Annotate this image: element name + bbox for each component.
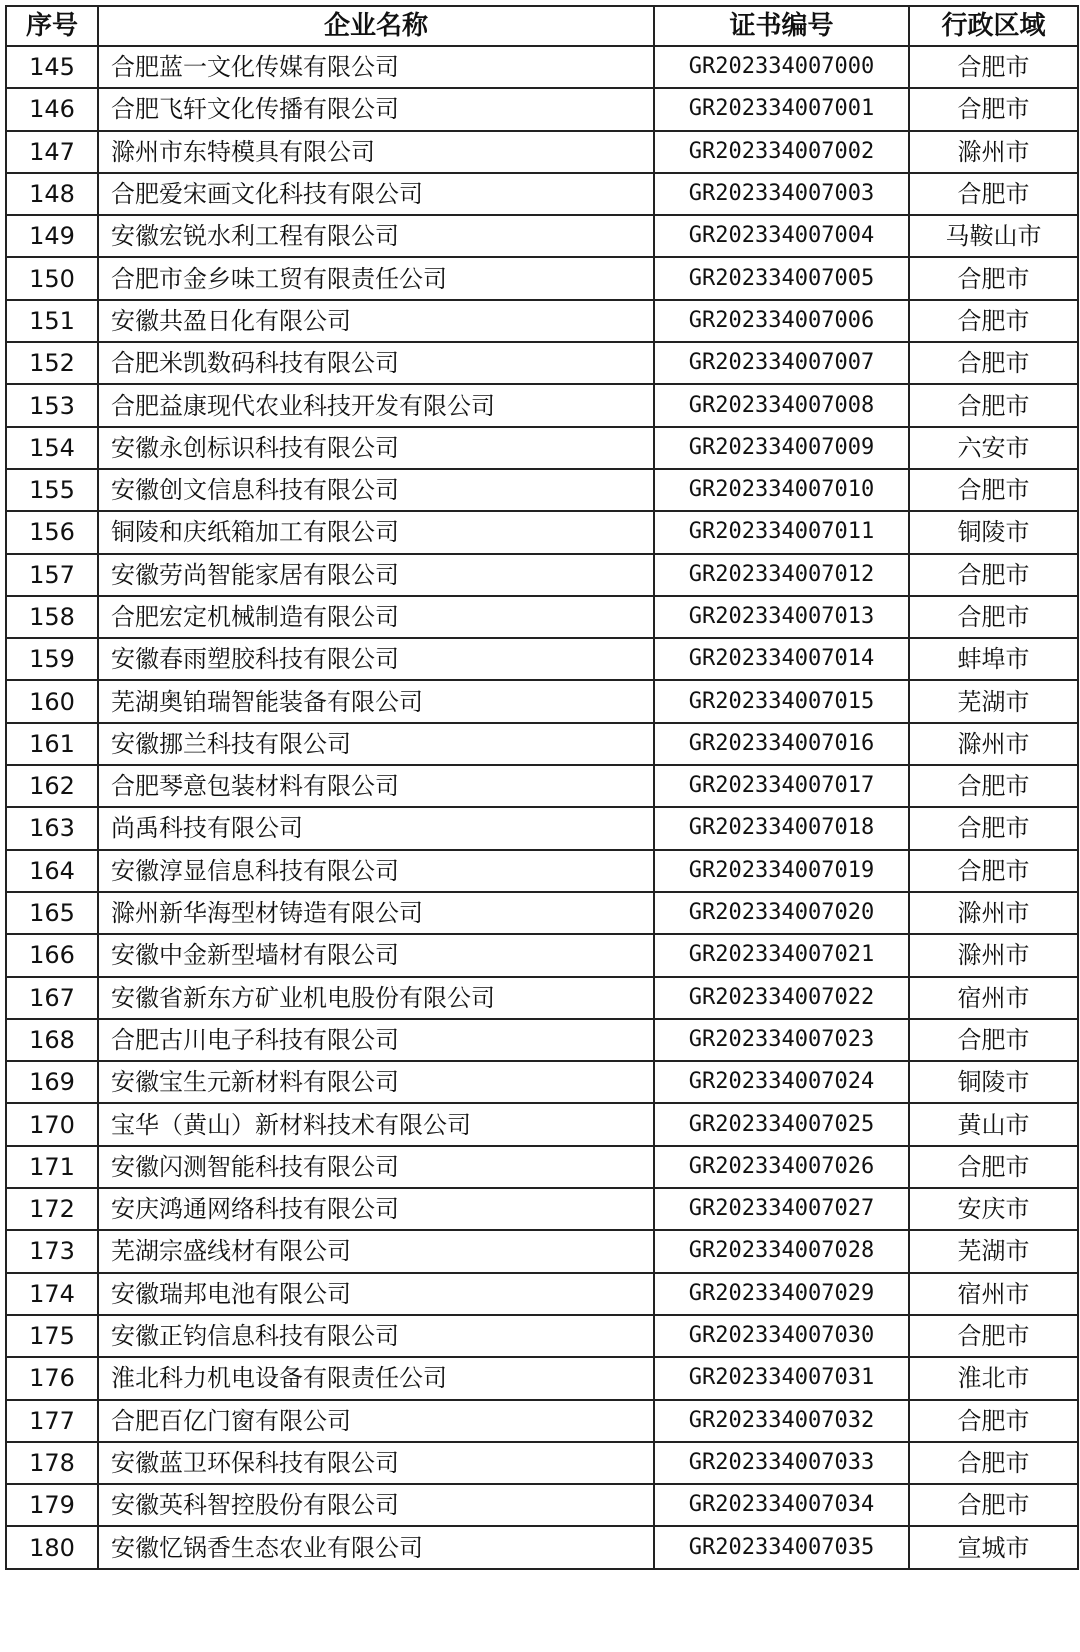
cell-certificate-number: GR202334007008 — [654, 384, 909, 426]
cell-certificate-number: GR202334007020 — [654, 892, 909, 934]
cell-index: 150 — [6, 257, 98, 299]
cell-index: 146 — [6, 88, 98, 130]
cell-index: 149 — [6, 215, 98, 257]
cell-certificate-number: GR202334007000 — [654, 46, 909, 88]
cell-administrative-region: 合肥市 — [909, 173, 1078, 215]
cell-administrative-region: 合肥市 — [909, 1442, 1078, 1484]
table-row — [6, 723, 1078, 765]
cell-index: 156 — [6, 511, 98, 553]
table-row — [6, 1357, 1078, 1399]
cell-company-name: 合肥琴意包装材料有限公司 — [98, 765, 654, 807]
cell-company-name: 滁州新华海型材铸造有限公司 — [98, 892, 654, 934]
cell-certificate-number: GR202334007005 — [654, 257, 909, 299]
cell-certificate-number: GR202334007013 — [654, 596, 909, 638]
table-row — [6, 342, 1078, 384]
enterprise-table-container — [5, 5, 1077, 1570]
cell-company-name: 安徽忆锅香生态农业有限公司 — [98, 1526, 654, 1568]
cell-index: 178 — [6, 1442, 98, 1484]
cell-administrative-region: 滁州市 — [909, 892, 1078, 934]
table-row — [6, 892, 1078, 934]
cell-company-name: 合肥古川电子科技有限公司 — [98, 1019, 654, 1061]
cell-certificate-number: GR202334007028 — [654, 1230, 909, 1272]
table-row — [6, 1019, 1078, 1061]
cell-certificate-number: GR202334007009 — [654, 427, 909, 469]
cell-certificate-number: GR202334007025 — [654, 1103, 909, 1145]
cell-administrative-region: 芜湖市 — [909, 1230, 1078, 1272]
cell-administrative-region: 宿州市 — [909, 1273, 1078, 1315]
cell-administrative-region: 蚌埠市 — [909, 638, 1078, 680]
cell-index: 151 — [6, 300, 98, 342]
cell-index: 158 — [6, 596, 98, 638]
cell-index: 169 — [6, 1061, 98, 1103]
cell-administrative-region: 滁州市 — [909, 723, 1078, 765]
cell-administrative-region: 合肥市 — [909, 596, 1078, 638]
table-row — [6, 131, 1078, 173]
cell-administrative-region: 铜陵市 — [909, 511, 1078, 553]
enterprise-table — [5, 5, 1079, 1570]
table-row — [6, 1230, 1078, 1272]
cell-company-name: 安徽英科智控股份有限公司 — [98, 1484, 654, 1526]
table-row — [6, 46, 1078, 88]
cell-company-name: 尚禹科技有限公司 — [98, 807, 654, 849]
cell-index: 164 — [6, 850, 98, 892]
cell-certificate-number: GR202334007034 — [654, 1484, 909, 1526]
cell-certificate-number: GR202334007026 — [654, 1146, 909, 1188]
header-administrative-region: 行政区域 — [909, 6, 1078, 46]
table-row — [6, 1526, 1078, 1568]
table-row — [6, 1315, 1078, 1357]
cell-index: 167 — [6, 977, 98, 1019]
cell-index: 159 — [6, 638, 98, 680]
cell-index: 180 — [6, 1526, 98, 1568]
cell-index: 175 — [6, 1315, 98, 1357]
table-body — [6, 46, 1078, 1569]
cell-certificate-number: GR202334007002 — [654, 131, 909, 173]
cell-index: 172 — [6, 1188, 98, 1230]
table-row — [6, 427, 1078, 469]
cell-index: 154 — [6, 427, 98, 469]
cell-administrative-region: 合肥市 — [909, 1400, 1078, 1442]
cell-company-name: 芜湖宗盛线材有限公司 — [98, 1230, 654, 1272]
cell-administrative-region: 合肥市 — [909, 554, 1078, 596]
cell-index: 157 — [6, 554, 98, 596]
cell-company-name: 合肥飞轩文化传播有限公司 — [98, 88, 654, 130]
cell-certificate-number: GR202334007007 — [654, 342, 909, 384]
cell-index: 171 — [6, 1146, 98, 1188]
table-row — [6, 1188, 1078, 1230]
cell-certificate-number: GR202334007017 — [654, 765, 909, 807]
table-row — [6, 88, 1078, 130]
table-row — [6, 596, 1078, 638]
cell-administrative-region: 合肥市 — [909, 1484, 1078, 1526]
cell-certificate-number: GR202334007012 — [654, 554, 909, 596]
table-row — [6, 384, 1078, 426]
cell-company-name: 安徽春雨塑胶科技有限公司 — [98, 638, 654, 680]
header-company-name: 企业名称 — [98, 6, 654, 46]
cell-company-name: 合肥宏定机械制造有限公司 — [98, 596, 654, 638]
cell-administrative-region: 合肥市 — [909, 384, 1078, 426]
table-row — [6, 300, 1078, 342]
cell-administrative-region: 合肥市 — [909, 1019, 1078, 1061]
table-row — [6, 1146, 1078, 1188]
cell-certificate-number: GR202334007011 — [654, 511, 909, 553]
cell-certificate-number: GR202334007023 — [654, 1019, 909, 1061]
cell-index: 153 — [6, 384, 98, 426]
cell-company-name: 安徽闪测智能科技有限公司 — [98, 1146, 654, 1188]
table-row — [6, 554, 1078, 596]
cell-company-name: 安徽宏锐水利工程有限公司 — [98, 215, 654, 257]
table-row — [6, 1484, 1078, 1526]
cell-index: 145 — [6, 46, 98, 88]
table-row — [6, 173, 1078, 215]
cell-index: 177 — [6, 1400, 98, 1442]
cell-administrative-region: 合肥市 — [909, 342, 1078, 384]
cell-company-name: 安徽劳尚智能家居有限公司 — [98, 554, 654, 596]
cell-administrative-region: 合肥市 — [909, 469, 1078, 511]
cell-administrative-region: 宣城市 — [909, 1526, 1078, 1568]
cell-company-name: 芜湖奥铂瑞智能装备有限公司 — [98, 680, 654, 722]
table-row — [6, 1273, 1078, 1315]
cell-index: 176 — [6, 1357, 98, 1399]
cell-company-name: 合肥蓝一文化传媒有限公司 — [98, 46, 654, 88]
cell-company-name: 安徽创文信息科技有限公司 — [98, 469, 654, 511]
header-index: 序号 — [6, 6, 98, 46]
cell-index: 155 — [6, 469, 98, 511]
table-row — [6, 638, 1078, 680]
cell-index: 161 — [6, 723, 98, 765]
cell-certificate-number: GR202334007030 — [654, 1315, 909, 1357]
cell-certificate-number: GR202334007021 — [654, 934, 909, 976]
cell-administrative-region: 合肥市 — [909, 46, 1078, 88]
table-row — [6, 807, 1078, 849]
cell-index: 179 — [6, 1484, 98, 1526]
cell-index: 162 — [6, 765, 98, 807]
table-header-row — [6, 6, 1078, 46]
cell-administrative-region: 合肥市 — [909, 807, 1078, 849]
cell-certificate-number: GR202334007019 — [654, 850, 909, 892]
cell-administrative-region: 合肥市 — [909, 1315, 1078, 1357]
table-row — [6, 1061, 1078, 1103]
cell-certificate-number: GR202334007010 — [654, 469, 909, 511]
cell-certificate-number: GR202334007018 — [654, 807, 909, 849]
cell-index: 168 — [6, 1019, 98, 1061]
cell-company-name: 安徽蓝卫环保科技有限公司 — [98, 1442, 654, 1484]
cell-index: 148 — [6, 173, 98, 215]
cell-index: 147 — [6, 131, 98, 173]
cell-certificate-number: GR202334007014 — [654, 638, 909, 680]
cell-certificate-number: GR202334007022 — [654, 977, 909, 1019]
cell-index: 173 — [6, 1230, 98, 1272]
cell-administrative-region: 淮北市 — [909, 1357, 1078, 1399]
cell-index: 174 — [6, 1273, 98, 1315]
cell-certificate-number: GR202334007032 — [654, 1400, 909, 1442]
cell-index: 165 — [6, 892, 98, 934]
cell-index: 170 — [6, 1103, 98, 1145]
cell-administrative-region: 铜陵市 — [909, 1061, 1078, 1103]
table-row — [6, 1400, 1078, 1442]
cell-company-name: 安徽共盈日化有限公司 — [98, 300, 654, 342]
cell-administrative-region: 滁州市 — [909, 131, 1078, 173]
cell-company-name: 淮北科力机电设备有限责任公司 — [98, 1357, 654, 1399]
cell-administrative-region: 六安市 — [909, 427, 1078, 469]
cell-administrative-region: 安庆市 — [909, 1188, 1078, 1230]
table-row — [6, 850, 1078, 892]
cell-administrative-region: 合肥市 — [909, 88, 1078, 130]
cell-certificate-number: GR202334007006 — [654, 300, 909, 342]
cell-index: 160 — [6, 680, 98, 722]
cell-company-name: 安徽瑞邦电池有限公司 — [98, 1273, 654, 1315]
cell-index: 166 — [6, 934, 98, 976]
cell-certificate-number: GR202334007016 — [654, 723, 909, 765]
table-row — [6, 1442, 1078, 1484]
header-certificate-number: 证书编号 — [654, 6, 909, 46]
table-row — [6, 934, 1078, 976]
cell-company-name: 安徽省新东方矿业机电股份有限公司 — [98, 977, 654, 1019]
cell-company-name: 安庆鸿通网络科技有限公司 — [98, 1188, 654, 1230]
cell-company-name: 安徽正钧信息科技有限公司 — [98, 1315, 654, 1357]
table-row — [6, 511, 1078, 553]
table-row — [6, 977, 1078, 1019]
cell-administrative-region: 芜湖市 — [909, 680, 1078, 722]
cell-company-name: 合肥百亿门窗有限公司 — [98, 1400, 654, 1442]
cell-certificate-number: GR202334007003 — [654, 173, 909, 215]
cell-administrative-region: 滁州市 — [909, 934, 1078, 976]
cell-certificate-number: GR202334007024 — [654, 1061, 909, 1103]
cell-administrative-region: 合肥市 — [909, 850, 1078, 892]
cell-company-name: 滁州市东特模具有限公司 — [98, 131, 654, 173]
cell-company-name: 合肥米凯数码科技有限公司 — [98, 342, 654, 384]
cell-certificate-number: GR202334007001 — [654, 88, 909, 130]
table-row — [6, 680, 1078, 722]
table-row — [6, 257, 1078, 299]
cell-company-name: 安徽中金新型墙材有限公司 — [98, 934, 654, 976]
cell-company-name: 合肥市金乡味工贸有限责任公司 — [98, 257, 654, 299]
cell-administrative-region: 合肥市 — [909, 1146, 1078, 1188]
cell-certificate-number: GR202334007031 — [654, 1357, 909, 1399]
cell-company-name: 铜陵和庆纸箱加工有限公司 — [98, 511, 654, 553]
cell-company-name: 合肥爱宋画文化科技有限公司 — [98, 173, 654, 215]
cell-certificate-number: GR202334007004 — [654, 215, 909, 257]
table-row — [6, 765, 1078, 807]
cell-company-name: 安徽挪兰科技有限公司 — [98, 723, 654, 765]
cell-company-name: 安徽宝生元新材料有限公司 — [98, 1061, 654, 1103]
cell-certificate-number: GR202334007027 — [654, 1188, 909, 1230]
cell-administrative-region: 合肥市 — [909, 300, 1078, 342]
cell-company-name: 合肥益康现代农业科技开发有限公司 — [98, 384, 654, 426]
cell-administrative-region: 合肥市 — [909, 257, 1078, 299]
cell-certificate-number: GR202334007033 — [654, 1442, 909, 1484]
table-row — [6, 469, 1078, 511]
cell-certificate-number: GR202334007029 — [654, 1273, 909, 1315]
cell-index: 152 — [6, 342, 98, 384]
cell-administrative-region: 合肥市 — [909, 765, 1078, 807]
table-row — [6, 1103, 1078, 1145]
table-row — [6, 215, 1078, 257]
cell-company-name: 宝华（黄山）新材料技术有限公司 — [98, 1103, 654, 1145]
cell-certificate-number: GR202334007035 — [654, 1526, 909, 1568]
cell-administrative-region: 马鞍山市 — [909, 215, 1078, 257]
cell-company-name: 安徽永创标识科技有限公司 — [98, 427, 654, 469]
cell-certificate-number: GR202334007015 — [654, 680, 909, 722]
cell-administrative-region: 宿州市 — [909, 977, 1078, 1019]
cell-administrative-region: 黄山市 — [909, 1103, 1078, 1145]
cell-company-name: 安徽淳显信息科技有限公司 — [98, 850, 654, 892]
cell-index: 163 — [6, 807, 98, 849]
